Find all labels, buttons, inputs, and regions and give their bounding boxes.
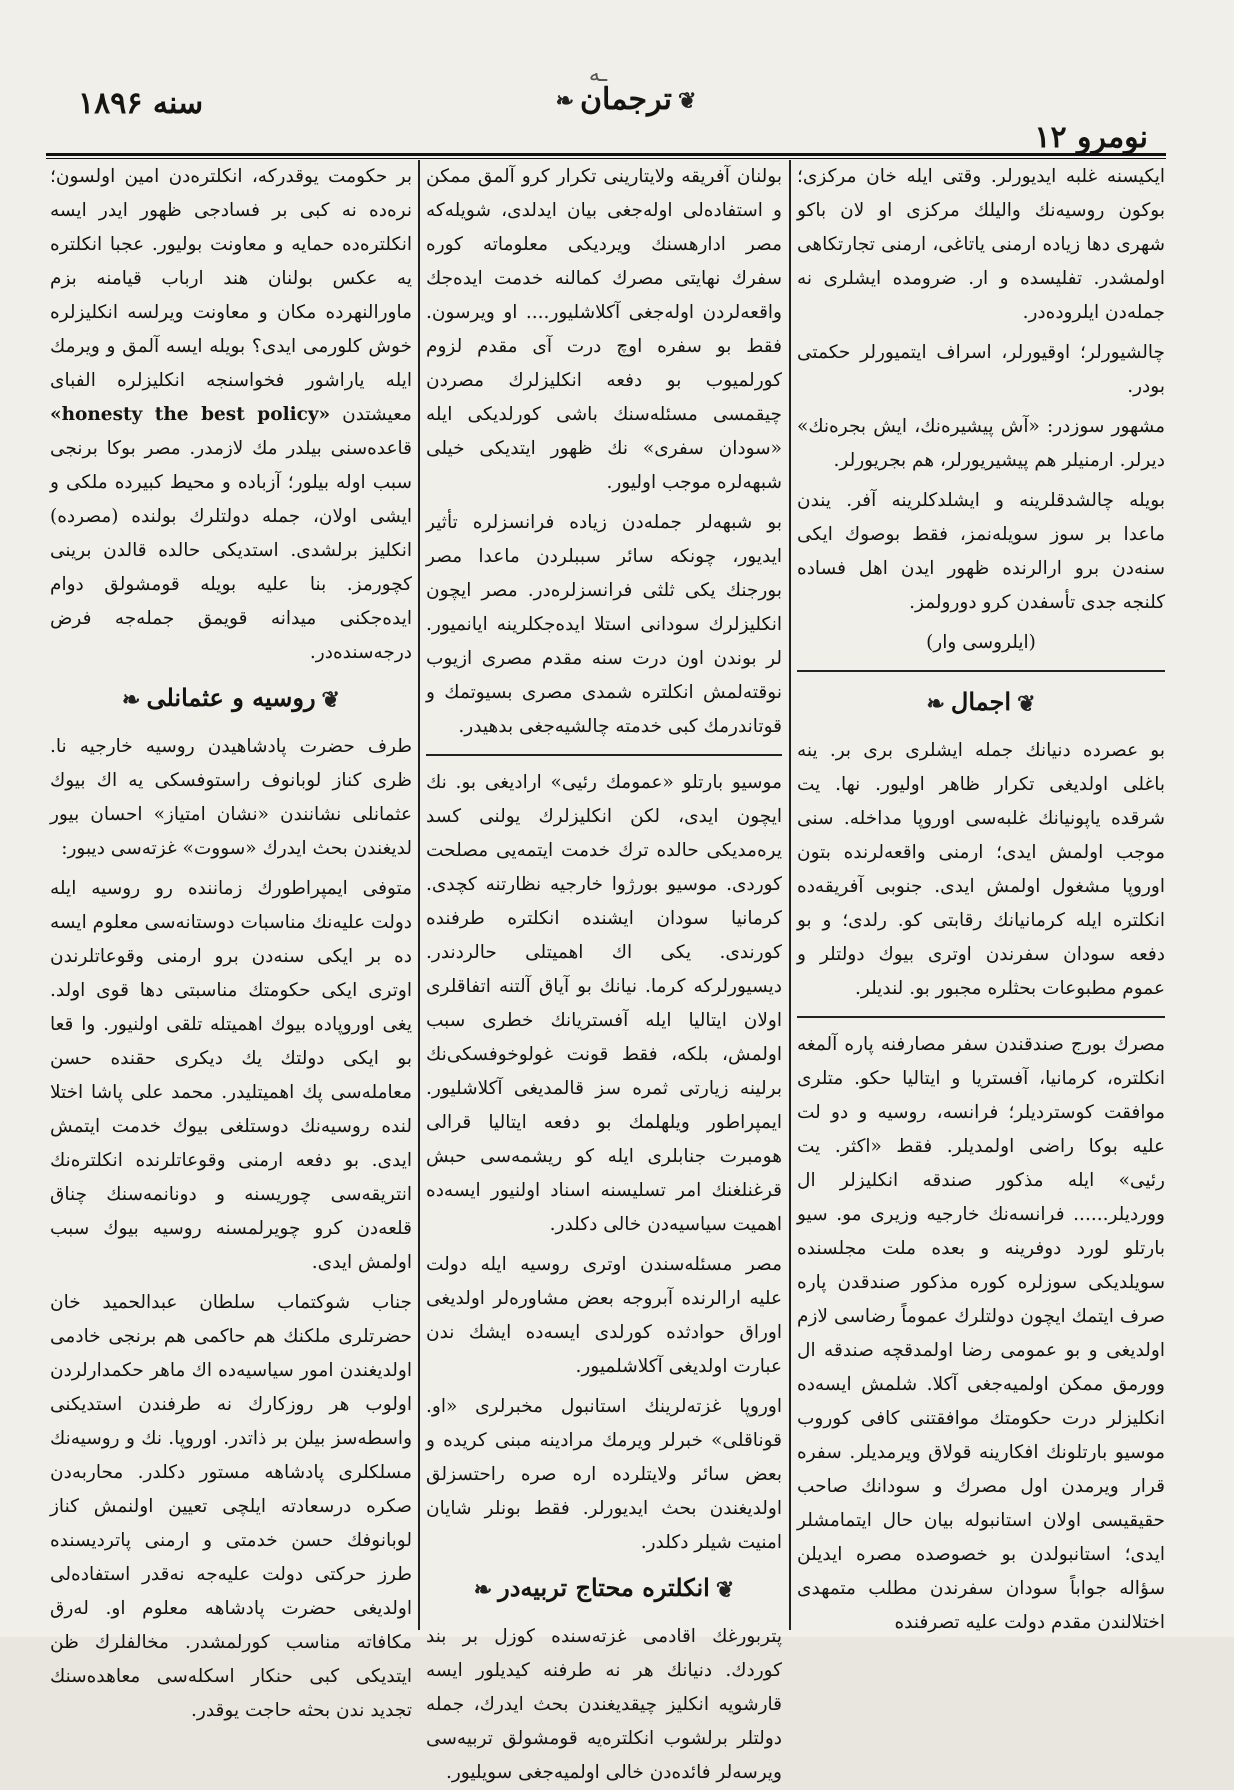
ornament-icon: ❦ bbox=[1017, 690, 1036, 717]
paragraph: اوروپا غزته‌لرینك استانبول مخبرلری «او. قوناقلی» خبرلر ویرمك مرادینه مبنی کریده و بعض سائر ولایتلرده اره صره راحتسزلق اولدیغندن بحث ایدیورلر. فقط بونلر شایان امنیت شیلر دکلدر. bbox=[426, 1396, 782, 1553]
paragraph: بولنان آفریقه ولایتارینی تکرار کرو آلمق ممکن و استفاده‌لی اوله‌جغی بیان ایدلدی، شویله‌که مصر ادارهسنك ویردیکی معلوماته کوره سفرك نهایتی مصرك کمالنه خدمت ایده‌جك واقعه‌لردن اوله‌جغی آکلاشلیور.... او ویرسون. فقط بو سفره اوچ درت آی مقدم لزوم کورلمیوب بو دفعه انکلیزلرك مصردن چیقمسی مسئله‌سنك باشی کورلدیکی ایله «سودان سفری» نك ظهور ایتدیکی خیلی شبهه‌لره موجب اولیور. bbox=[426, 166, 782, 493]
ornament-icon: ❧ bbox=[926, 690, 945, 717]
ornament-icon: ❧ bbox=[473, 1576, 493, 1603]
column-left bbox=[50, 160, 412, 1721]
paragraph: بویله چالشدقلرینه و ایشلدکلرینه آفر. یندن ماعدا بر سوز سویله‌نمز، فقط بوصوك ایکی سنه‌دن برو ارالرنده ظهور ایدن اهل فساده کلنجه جدی تأسفدن کرو دورولمز. bbox=[797, 490, 1165, 613]
newspaper-title: ترجمان bbox=[580, 82, 672, 117]
paragraph-text: قاعده‌سنی بیلدر مك لازمدر. مصر بوکا برنجی سبب اوله بیلور؛ آزباده و محیط کبیرده ملکی و ایشی اولان، جمله دولتلرك بولنده (مصرده) انکلیز برلشدی. استدیکی حالده قالدن برینی کچورمز. بنا علیه بویله قومشولق دوام ایده‌جکنی میدانه قویمق جمله‌جه فرض درجه‌سنده‌در. bbox=[50, 438, 412, 663]
section-heading-russia-ottoman bbox=[50, 678, 412, 720]
top-mark: ـه bbox=[588, 62, 608, 87]
continued-note: (ایلروسی وار) bbox=[926, 632, 1036, 653]
paragraph: مصرك بورج صندقندن سفر مصارفنه پاره آلمغه انکلتره، کرمانیا، آفستریا و ایتالیا حکو. متلری موافقت کوستردیلر؛ فرانسه، روسیه و دو لت علیه بوکا راضی اولمدیلر. فقط «اکثر. یت رئیی» ایله مذکور صندقه انکلیزلر ال ووردیلر...... فرانسه‌نك خارجیه وزیری مو. سیو بارتلو لورد دوفرینه و بعده ملت مجلسنده سویلدیکی سوزلره کوره مذکور صندقدن پاره صرف ایتمك ایچون دولتلرك عموماً رضاسی لازم اولدیغی و بو عمومی رضا اولمدقچه صندقه ال وورمق ممکن اولمیه‌جغی آکلا. شلمش ایسه‌ده انکلیزلر درت حکومتك موافقتنی کافی کوروب موسیو بارتلونك افکارینه قولاق ویرمدیلر. سفره قرار ویرمدن اول مصرك و سودانك صاحب حقیقیسی اولان استانبوله بیان حال ایتمامشلر ایدی؛ استانبولدن بو خصوصده مصره ایدیلن سؤاله جواباً سودان سفرندن مطلب متمهدی اختلالندن مقدم دولت علیه تصرفنده bbox=[797, 1033, 1165, 1633]
column-middle bbox=[426, 160, 782, 1783]
column-divider bbox=[418, 160, 420, 1630]
section-rule bbox=[797, 1016, 1165, 1018]
paragraph-text: بر حکومت یوقدرکه، انکلتره‌دن امین اولسون؛ نره‌ده نه کبی بر فسادجی ظهور ایدر ایسه انکلتره‌ده حمایه و معاونت بولیور. عجبا انکلتره یه عکس بولنان هند ارباب قیامنه بزم ماورالنهرده مکان و معاونت ویرلسه انکلیزلره خوش کلورمی ایدی؟ بویله ایسه آلمق و ویرمك ایله یاراشور فخواسنجه انکلیزلره الفبای معیشتدن bbox=[50, 166, 412, 425]
paragraph bbox=[50, 160, 412, 670]
heading-text: انکلتره محتاج تربیه‌در bbox=[498, 1573, 710, 1602]
masthead-issue-number: نومرو ۱۲ bbox=[1034, 120, 1148, 155]
masthead bbox=[46, 82, 1166, 155]
ornament-icon: ❧ bbox=[122, 686, 141, 713]
paragraph: طرف حضرت پادشاهیدن روسیه خارجیه نا. ظری کناز لوبانوف راستوفسکی یه اك بیوك عثمانلی نشانندن «نشان امتیاز» احسان بیور لدیغندن بحث ایدرك «سووت» غزته‌سی دیبور: bbox=[50, 735, 412, 859]
paragraph: ایکیسنه غلبه ایدیورلر. وقتی ایله خان مرکزی؛ بوکون روسیه‌نك والیلك مرکزی او لان باکو شهری دها زیاده ارمنی یاتاغی، ارمنی تجارتکاهی اولمشدر. تفلیسده و ار. ضرومده ایشلری نه جمله‌دن ایلرو‌ده‌در. bbox=[797, 166, 1165, 323]
section-heading-ijmal bbox=[797, 682, 1165, 724]
section-rule bbox=[426, 754, 782, 756]
ornament-icon: ❦ bbox=[715, 1576, 735, 1603]
section-heading-england bbox=[426, 1568, 782, 1610]
ornament-icon: ❦ bbox=[321, 686, 340, 713]
paragraph: مشهور سوزدر: «آش پیشیره‌نك، ایش بجره‌نك» دیرلر. ارمنیلر هم پیشیریورلر، هم بجریورلر. bbox=[797, 416, 1165, 471]
paragraph: جناب شوکتماب سلطان عبدالحمید خان حضرتلری ملکنك هم حاکمی هم برنجی خادمی اولدیغندن امور سیاسیه‌ده اك ماهر حکمدارلردن اولوب هر روزکارك نه طرفندن استدیکنی واسطه‌سز بیلن بر ذاتدر. اوروپا. نك و روسیه‌نك مسلکلری پادشاهه مستور دکلدر. محاربه‌دن صکره درسعادته ایلچی تعیین اولنمش کناز لوبانوفك حسن خدمتی و ارمنی پاتردیسنده طرز حرکتی دولت علیه‌جه نه‌قدر استفاده‌لی اولدیغی حضرت پادشاهه معلوم او. له‌رق مکافاته مناسب کورلمشدر. مخالفلرك ظن ایتدیکی کبی حنکار اسکله‌سی معاهده‌سنك تجدید ندن بحثه حاجت یوقدر. bbox=[50, 1291, 412, 1721]
masthead-year: سنه ۱۸۹۶ bbox=[78, 86, 204, 121]
column-divider bbox=[789, 160, 791, 1630]
paragraph: متوفی ایمپراطورك زماننده رو روسیه ایله دولت علیه‌نك مناسبات دوستانه‌سی معلوم ایسه ده بر ایکی سنه‌دن برو ارمنی وقوعاتلرندن اوتری ایکی حکومتك مناسبتی دها قوی اولد. یغی اوروپاده بیوك اهمیتله تلقی اولنیور. وا قعا بو ایکی دولتك یك دیکری حقنده حسن معامله‌سی پك اهمیتلیدر. محمد علی پاشا اختلا لنده روسیه‌نك دوستلغی بیوك خدمت ایتمش ایدی. بو دفعه ارمنی وقوعاتلرنده انکلتره‌نك انتریقه‌سی چوریسنه و دونانمه‌سنك چناق قلعه‌دن کرو چویرلمسنه روسیه بیوك سبب اولمش ایدی. bbox=[50, 877, 412, 1273]
english-motto: «honesty the best policy» bbox=[50, 404, 331, 425]
heading-text: روسیه و عثمانلی bbox=[146, 683, 316, 712]
ornament-icon: ❧ bbox=[555, 88, 575, 114]
paragraph: بو شبهه‌لر جمله‌دن زیاده فرانسزلره تأثیر ایدیور، چونکه سائر سببلردن ماعدا مصر بورجنك یکی ثلثی فرانسزلره‌در. مصر ایچون انکلیزلرك سودانی استلا ایده‌جکلرینه ایانمیور. لر بوندن اون درت سنه مقدم مصری ازیوب نوقته‌لمش انکلتره شمدی مصری بسیوتمك و قوتاندرمك کبی خدمته چالشیه‌جغی بدهیدر. bbox=[426, 512, 782, 737]
column-right bbox=[797, 160, 1165, 1633]
ornament-icon: ❦ bbox=[677, 88, 697, 114]
masthead-title-block bbox=[476, 82, 776, 117]
paragraph: چالشیورلر؛ اوقیورلر، اسراف ایتمیورلر حکمتی بودر. bbox=[797, 342, 1165, 397]
paragraph: مصر مسئله‌سندن اوتری روسیه ایله دولت علیه ارالرنده آبروجه بعض مشاوره‌لر اولدیغی اوراق حوادثده کورلدی ایسه‌ده ایشك ندن عبارت اولدیغی آکلاشلمیور. bbox=[426, 1254, 782, 1377]
masthead-rule bbox=[46, 153, 1166, 159]
section-rule bbox=[797, 670, 1165, 672]
paragraph: بو عصرده دنیانك جمله ایشلری بری بر. ینه باغلی اولدیغی تکرار ظاهر اولیور. نها. یت شرقده یاپونیانك غلبه‌سی اوروپا مداخله. سنی موجب اولمش ایدی؛ ارمنی واقعه‌لرنده بتون اوروپا مشغول اولمش ایدی. جنوبی آفریقه‌ده انکلتره ایله کرمانیانك رقابتی کو. رلدی؛ و بو دفعه سودان سفرندن اوتری بیوك دولتلر و عموم مطبوعات بحثلره مجبور بو. لندیلر. bbox=[797, 739, 1165, 999]
paragraph: موسیو بارتلو «عمومك رئیی» ارادیغی بو. نك ایچون ایدی، لکن انکلیزلرك یولنی کسد یره‌مدیکی حالده ترك خدمت ایتمه‌یی مصلحت کوردی. موسیو بورژوا خارجیه نظارتنه کچدی. کرمانیا سودان ایشنده انکلتره طرفنده کورندی. یکی اك اهمیتلی حالردندر. دیسیورلرکه کرما. نیانك بو آیاق آلتنه اتفاقلری اولان ایتالیا ایله آفستریانك خطری سبب اولمش، بلکه، فقط قونت غولوخوفسکی‌نك برلینه زیارتی ثمره سز قالمدیغی آکلاشلیور. ایمپراطور ویلهلمك بو دفعه ایتالیا قرالی هومبرت جنابلری ایله کو ریشمه‌سی حبش قرغنلغنك امر تسلیسنه اسناد اولنیور ایسه‌ده اهمیت سیاسیه‌دن خالی دکلدر. bbox=[426, 772, 782, 1235]
heading-text: اجمال bbox=[950, 687, 1012, 716]
paragraph: پتربورغك اقادمی غزته‌سنده کوزل بر بند کوردك. دنیانك هر نه طرفنه کیدیلور ایسه قارشویه انکلیز چیقدیغندن بحث ایدرك، جمله دولتلر برلشوب انکلتره‌یه قومشولق تربیه‌سی ویرسه‌لر فائده‌دن خالی اولمیه‌جغی سویلیور. bbox=[426, 1625, 782, 1783]
